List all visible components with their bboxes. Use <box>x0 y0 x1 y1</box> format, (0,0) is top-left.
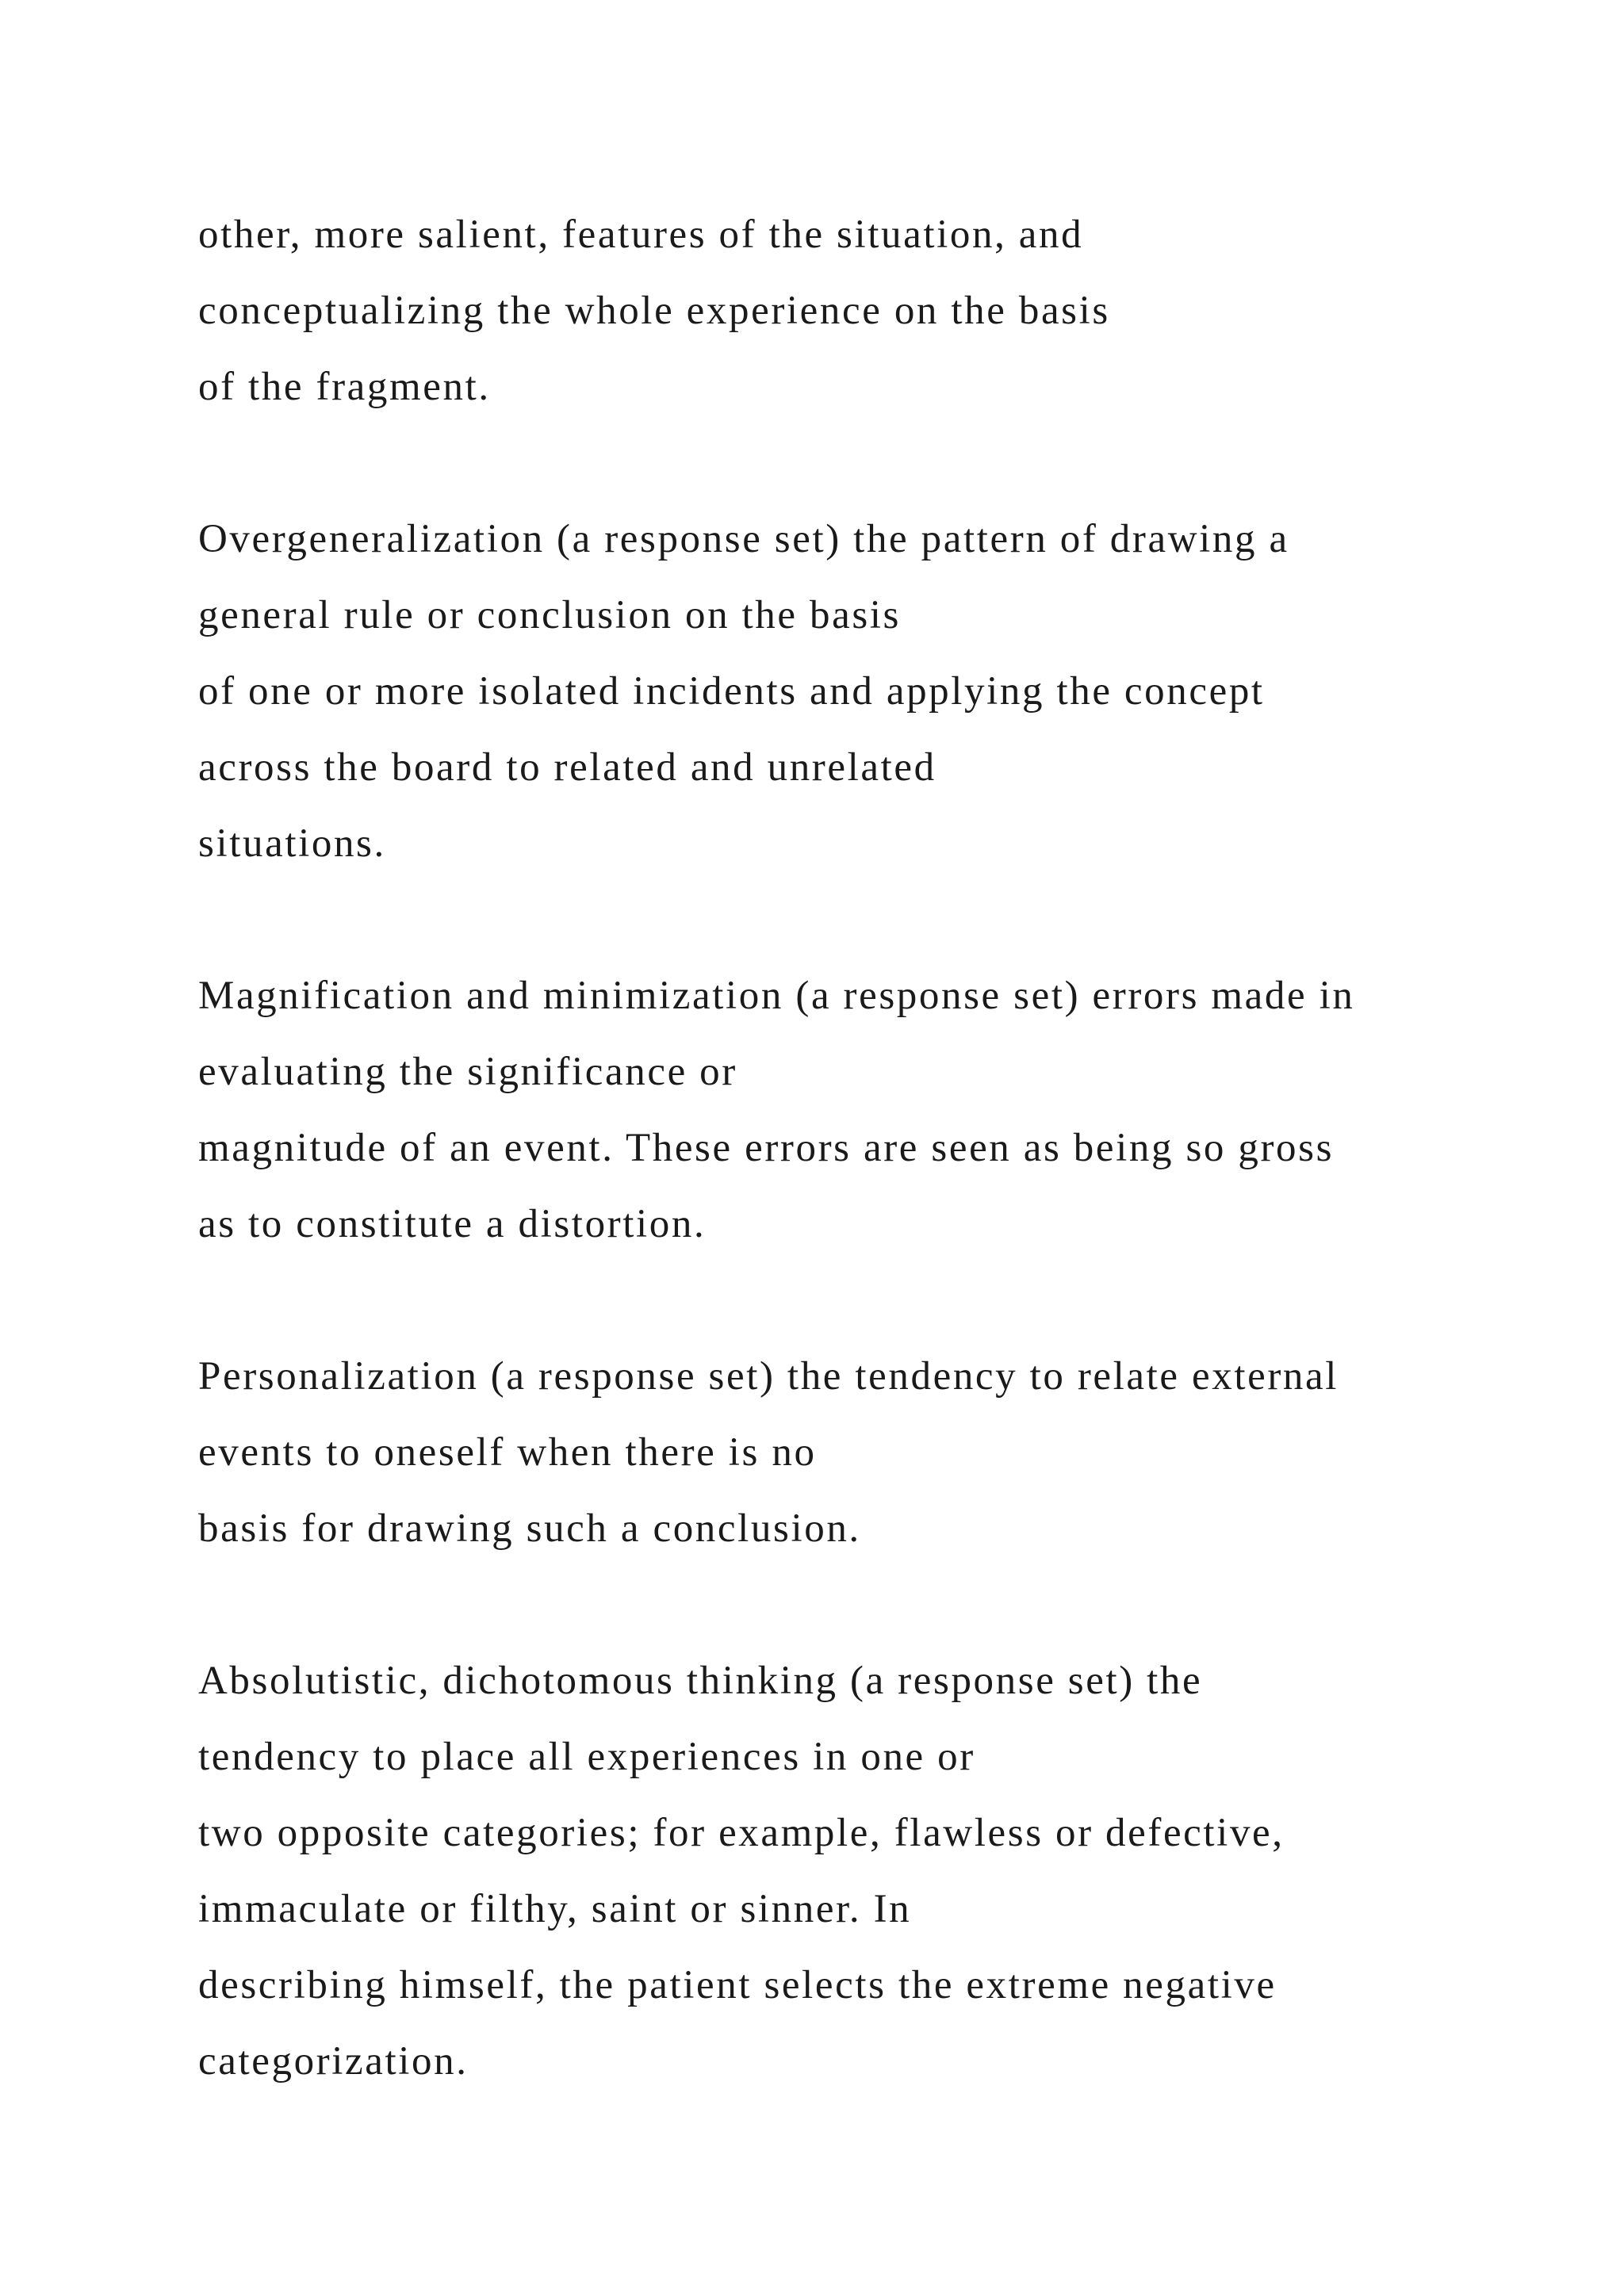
paragraph-absolutistic-thinking <box>198 1643 1546 2099</box>
text-line: two opposite categories; for example, flawless or defective, <box>198 1811 1285 1855</box>
paragraph-overgeneralization <box>198 501 1546 882</box>
text-line: immaculate or filthy, saint or sinner. In <box>198 1887 912 1931</box>
paragraph-magnification-minimization <box>198 958 1546 1262</box>
text-line: evaluating the significance or <box>198 1050 737 1094</box>
text-line: magnitude of an event. These errors are seen as being so gross <box>198 1126 1335 1170</box>
text-line: other, more salient, features of the situation, and <box>198 212 1084 257</box>
document-page <box>198 197 1546 2175</box>
text-line: of the fragment. <box>198 365 491 409</box>
text-line: Magnification and minimization (a response set) errors made in <box>198 974 1355 1018</box>
paragraph-fragment-conclusion <box>198 197 1546 425</box>
text-line: across the board to related and unrelated <box>198 745 936 790</box>
paragraph-personalization <box>198 1338 1546 1567</box>
text-line: describing himself, the patient selects the extreme negative <box>198 1963 1277 2007</box>
text-line: general rule or conclusion on the basis <box>198 593 901 637</box>
text-line: events to oneself when there is no <box>198 1430 817 1475</box>
text-line: of one or more isolated incidents and applying the concept <box>198 669 1265 714</box>
text-line: basis for drawing such a conclusion. <box>198 1506 861 1551</box>
text-line: Absolutistic, dichotomous thinking (a response set) the <box>198 1659 1203 1703</box>
text-line: conceptualizing the whole experience on the basis <box>198 289 1110 333</box>
text-line: tendency to place all experiences in one or <box>198 1735 975 1779</box>
text-line: categorization. <box>198 2039 469 2084</box>
text-line: Overgeneralization (a response set) the pattern of drawing a <box>198 517 1289 561</box>
text-line: situations. <box>198 821 386 866</box>
text-line: Personalization (a response set) the tendency to relate external <box>198 1354 1339 1399</box>
text-line: as to constitute a distortion. <box>198 1202 707 1246</box>
